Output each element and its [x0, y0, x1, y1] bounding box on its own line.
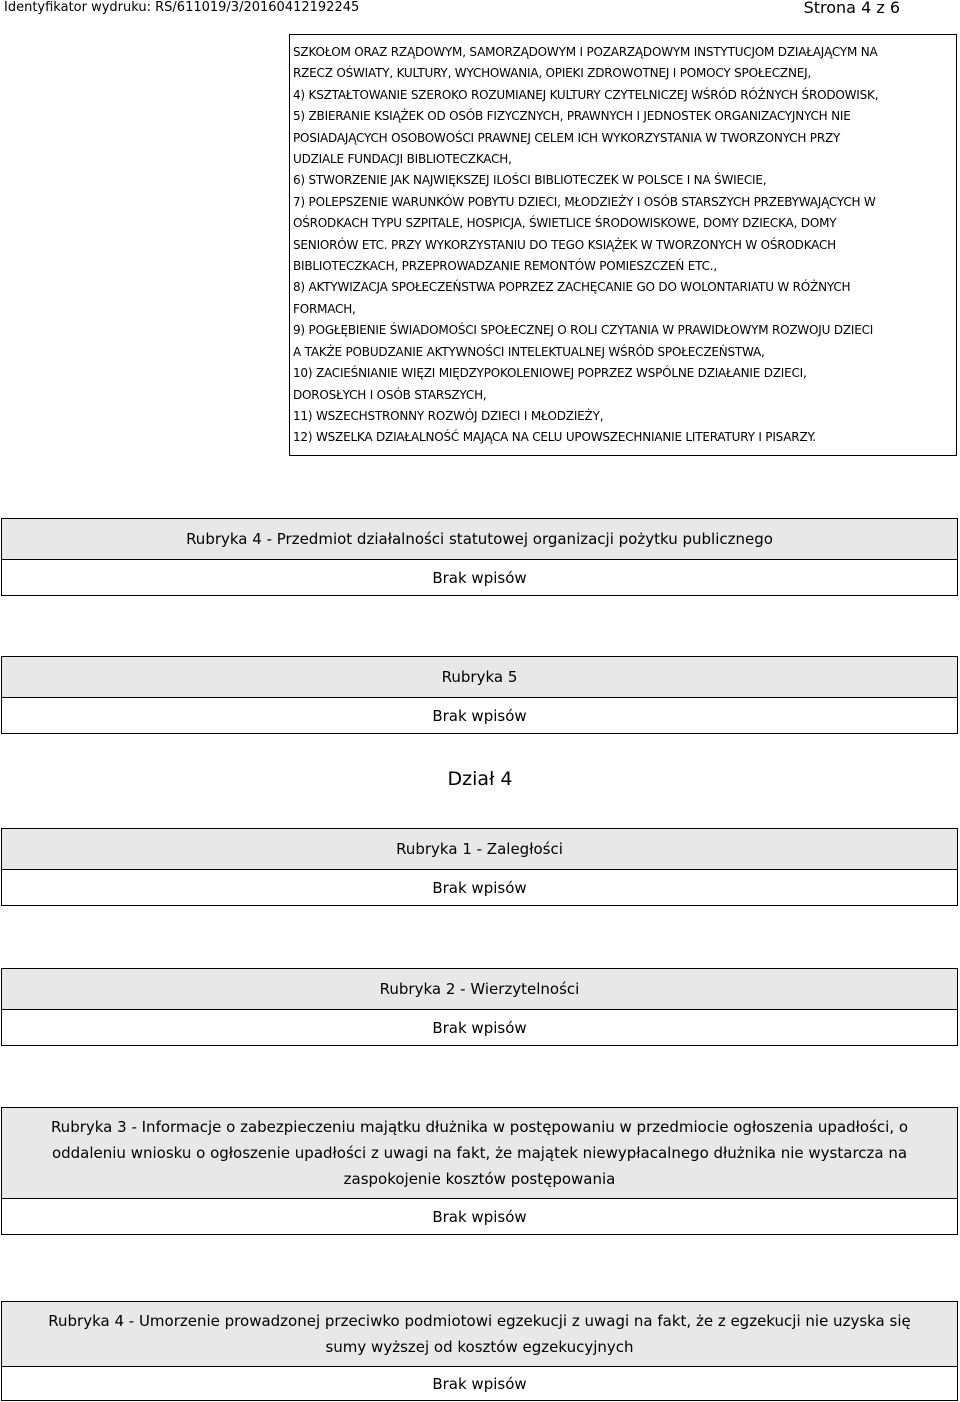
section-title-line: sumy wyższej od kosztów egzekucyjnych — [325, 1338, 634, 1356]
page-number: Strona 4 z 6 — [803, 0, 900, 17]
section-rubryka-4-statutory — [1, 518, 958, 596]
section-value: Brak wpisów — [1, 1010, 958, 1046]
entry-line: 6) STWORZENIE JAK NAJWIĘKSZEJ ILOŚCI BIBLIOTECZEK W POLSCE I NA ŚWIECIE, — [293, 173, 767, 188]
section-rubryka-4-discontinuation — [1, 1301, 958, 1401]
section-title — [1, 1301, 958, 1367]
entry-line: FORMACH, — [293, 301, 356, 316]
section-value: Brak wpisów — [1, 870, 958, 906]
entry-line: POSIADAJĄCYCH OSOBOWOŚCI PRAWNEJ CELEM ICH WYKORZYSTANIA W TWORZONYCH PRZY — [293, 130, 841, 145]
section-title-text: Rubryka 5 — [441, 667, 518, 686]
section-title — [1, 968, 958, 1010]
section-title-text: Rubryka 4 - Przedmiot działalności statutowej organizacji pożytku publicznego — [186, 529, 773, 548]
section-rubryka-5 — [1, 656, 958, 734]
section-title — [1, 828, 958, 870]
entry-line: RZECZ OŚWIATY, KULTURY, WYCHOWANIA, OPIEKI ZDROWOTNEJ I POMOCY SPOŁECZNEJ, — [293, 66, 812, 81]
entry-line: 12) WSZELKA DZIAŁALNOŚĆ MAJĄCA NA CELU UPOWSZECHNIANIE LITERATURY I PISARZY. — [293, 430, 816, 445]
entry-line: BIBLIOTECZKACH, PRZEPROWADZANIE REMONTÓW POMIESZCZEŃ ETC., — [293, 259, 718, 274]
section-rubryka-3-asset-security — [1, 1107, 958, 1235]
continued-entry-box — [289, 34, 957, 456]
entry-line: 10) ZACIEŚNIANIE WIĘZI MIĘDZYPOKOLENIOWEJ POPRZEZ WSPÓLNE DZIAŁANIE DZIECI, — [293, 366, 807, 381]
section-title-line: Rubryka 3 - Informacje o zabezpieczeniu majątku dłużnika w postępowaniu w przedmiocie ogłoszenia upadłości, o — [50, 1118, 909, 1136]
section-value: Brak wpisów — [1, 1367, 958, 1401]
entry-line: 4) KSZTAŁTOWANIE SZEROKO ROZUMIANEJ KULTURY CZYTELNICZEJ WŚRÓD RÓŻNYCH ŚRODOWISK, — [293, 87, 879, 102]
section-rubryka-2-receivables — [1, 968, 958, 1046]
section-title-line: zaspokojenie kosztów postępowania — [343, 1170, 616, 1188]
entry-line: OŚRODKACH TYPU SZPITALE, HOSPICJA, ŚWIETLICE ŚRODOWISKOWE, DOMY DZIECKA, DOMY — [293, 216, 837, 231]
section-value: Brak wpisów — [1, 698, 958, 734]
print-identifier: Identyfikator wydruku: RS/611019/3/20160412192245 — [4, 0, 360, 15]
section-title-line: Rubryka 4 - Umorzenie prowadzonej przeciwko podmiotowi egzekucji z uwagi na fakt, że z egzekucji nie uzyska się — [48, 1312, 911, 1330]
entry-line: 9) POGŁĘBIENIE ŚWIADOMOŚCI SPOŁECZNEJ O ROLI CZYTANIA W PRAWIDŁOWYM ROZWOJU DZIECI — [293, 323, 874, 338]
section-title-text: Rubryka 1 - Zaległości — [396, 839, 563, 858]
entry-line: A TAKŻE POBUDZANIE AKTYWNOŚCI INTELEKTUALNEJ WŚRÓD SPOŁECZEŃSTWA, — [293, 344, 765, 359]
entry-line: UDZIALE FUNDACJI BIBLIOTECZKACH, — [293, 152, 512, 167]
section-rubryka-1-arrears — [1, 828, 958, 906]
entry-line: 11) WSZECHSTRONNY ROZWÓJ DZIECI I MŁODZIEŻY, — [293, 408, 604, 423]
entry-line: SZKOŁOM ORAZ RZĄDOWYM, SAMORZĄDOWYM I POZARZĄDOWYM INSTYTUCJOM DZIAŁAJĄCYM NA — [293, 45, 878, 59]
entry-line: 8) AKTYWIZACJA SPOŁECZEŃSTWA POPRZEZ ZACHĘCANIE GO DO WOLONTARIATU W RÓŻNYCH — [293, 280, 851, 295]
section-title-text: Rubryka 2 - Wierzytelności — [379, 979, 580, 998]
entry-line: 5) ZBIERANIE KSIĄŻEK OD OSÓB FIZYCZNYCH, PRAWNYCH I JEDNOSTEK ORGANIZACYJNYCH NIE — [293, 109, 851, 124]
section-value: Brak wpisów — [1, 560, 958, 596]
entry-line: 7) POLEPSZENIE WARUNKÓW POBYTU DZIECI, MŁODZIEŻY I OSÓB STARSZYCH PRZEBYWAJĄCYCH W — [293, 194, 876, 209]
entry-line: DOROSŁYCH I OSÓB STARSZYCH, — [293, 387, 487, 402]
entry-line: SENIORÓW ETC. PRZY WYKORZYSTANIU DO TEGO KSIĄŻEK W TWORZONYCH W OŚRODKACH — [293, 237, 836, 252]
section-title — [1, 518, 958, 560]
dzial-heading: Dział 4 — [447, 768, 513, 790]
section-title — [1, 656, 958, 698]
section-title-line: oddaleniu wniosku o ogłoszenie upadłości z uwagi na fakt, że majątek niewypłacalnego dłużnika nie wystarcza na — [51, 1144, 908, 1162]
section-value: Brak wpisów — [1, 1199, 958, 1235]
section-title — [1, 1107, 958, 1199]
